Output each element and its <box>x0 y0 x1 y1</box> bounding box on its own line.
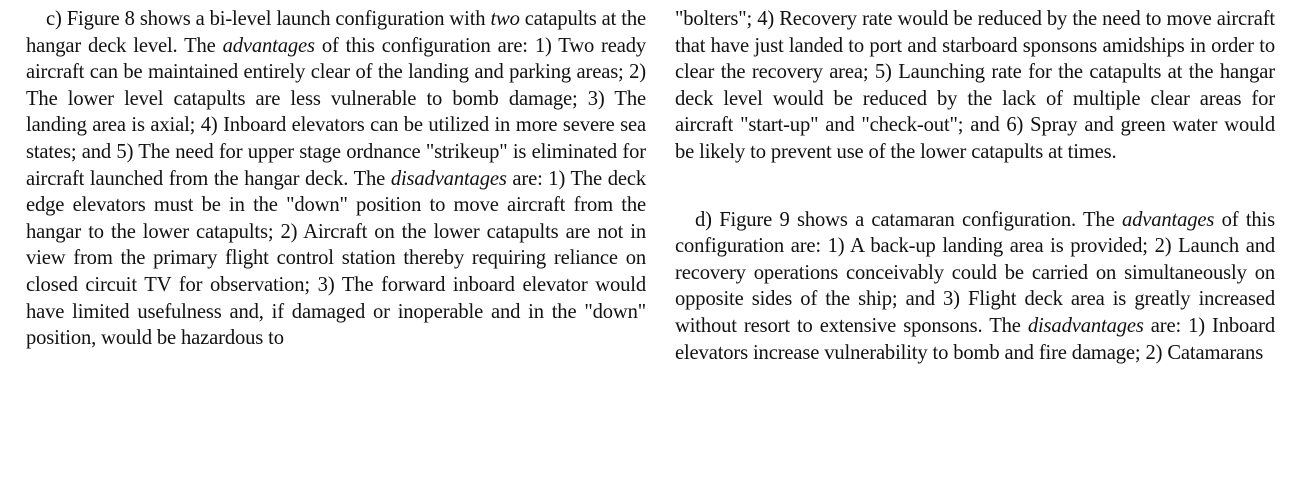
paragraph-c-text-1: c) Figure 8 shows a bi-level launch configuration with <box>46 8 491 30</box>
paragraph-d <box>675 207 1275 367</box>
left-column <box>26 6 646 352</box>
emphasis-disadvantages: disadvantages <box>1027 314 1144 337</box>
paragraph-c-text-3: of this configuration are: 1) Two ready aircraft can be maintained entirely clear of the landing and parking areas; 2) The lower level catapults are less vulnerable to bomb damage; 3) The landing area is axial; 4) Inboard elevators can be utilized in more severe sea states; and 5) The need for upper stage ordnance "strikeup" is eliminated for aircraft launched from the hangar deck. The <box>26 34 646 190</box>
emphasis-advantages: advantages <box>1121 208 1215 231</box>
paragraph-d-text-2: of this configuration are: 1) A back-up landing area is provided; 2) Launch and recovery operations conceivably could be carried on simultaneously on opposite sides of the ship; and 3) Flight deck area is greatly increased without resort to extensive sponsons. The <box>675 208 1275 337</box>
paragraph-d-text-1: d) Figure 9 shows a catamaran configuration. The <box>695 208 1122 231</box>
emphasis-disadvantages: disadvantages <box>390 167 507 190</box>
emphasis-two: two <box>490 8 520 30</box>
paragraph-c-continued: "bolters"; 4) Recovery rate would be reduced by the need to move aircraft that have just landed to port and starboard sponsons amidships in order to clear the recovery area; 5) Launching rate for the catapults at the hangar deck level would be reduced by the lack of multiple clear areas for aircraft "start-up" and "check-out"; and 6) Spray and green water would be likely to prevent use of the lower catapults at times. <box>675 8 1275 163</box>
right-column <box>675 6 1275 366</box>
paragraph-d-text-3: are: 1) Inboard elevators increase vulnerability to bomb and fire damage; 2) Catamarans <box>675 314 1275 364</box>
paragraph-c <box>26 6 646 352</box>
emphasis-advantages: advantages <box>222 34 315 57</box>
paragraph-c-text-2: catapults at the hangar deck level. The <box>26 8 646 57</box>
paragraph-c-text-4: are: 1) The deck edge elevators must be in the "down" position to move aircraft from the hangar to the lower catapults; 2) Aircraft on the lower catapults are not in view from the primary flight control station thereby requiring reliance on closed circuit TV for observation; 3) The forward inboard elevator would have limited usefulness and, if damaged or inoperable and in the "down" position, would be hazardous to <box>26 167 646 350</box>
